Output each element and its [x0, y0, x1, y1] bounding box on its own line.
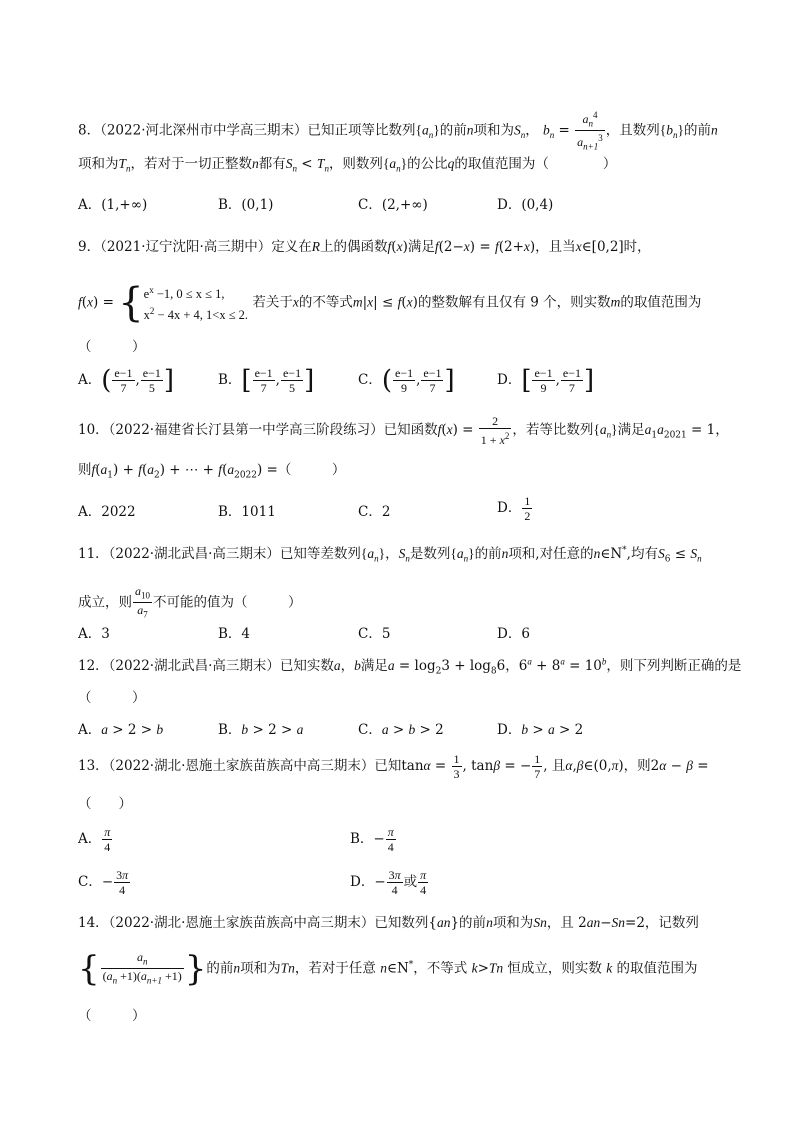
question-9-line-1: 9．（2021·辽宁沈阳·高三期中）定义在R上的偶函数f(x)满足f(2−x) = f(2+x)，且当x∈[0,2]时， — [78, 239, 651, 255]
question-13-line-2: （ ） — [78, 796, 132, 812]
option-b: B．− $\frac{\pi}{4}$ — [350, 825, 394, 854]
question-10-line-2: 则$f(a_1) + f(a_2)$ + ⋯ + $f(a_{2022})$ =（ ） — [78, 462, 346, 481]
question-10-line-1: 10．（2022·福建省长汀县第一中学高三阶段练习）已知函数f(x) = $\frac{2}{1 + x^2}$ ，若等比数列$\{a_n\}$满足$a_1a_{2021} = 1$， — [78, 414, 729, 447]
question-12-line-1: 12．（2022·湖北武昌·高三期末）已知实数a，b满足$a = \log_23 + \log_86$，$6^a + 8^a = 10^b$，则下列判断正确的是 — [78, 656, 742, 677]
option-b: B．1011 — [218, 504, 276, 520]
question-14-line-1: 14．（2022·湖北·恩施土家族苗族高中高三期末）已知数列{an}的前n项和为Sn，且 2an−Sn=2，记数列 — [78, 915, 699, 931]
option-a: A．a > 2 > b — [78, 722, 164, 738]
question-14-line-2: { $\frac{a_n}{(a_n +1)(a_{n+1} +1)}$ }的前n项和为Tn，若对于任意 n∈N*，不等式 k>Tn 恒成立，则实数 k 的取值范围为 — [78, 948, 698, 989]
option-a: A．(1,+∞) — [78, 197, 148, 213]
question-9-line-2: $f(x) = \{e^x -1$, 0 ≤ x ≤ 1, $x^2 - 4x + 4$, 1<x ≤ 2. 若关于x的不等式m|x| ≤ f(x)的整数解有且仅有 9 个，则实数m的取值范围为 — [78, 280, 702, 327]
question-12-line-2: （ ） — [78, 690, 146, 706]
question-11-line-2: 成立，则 $\frac{a_{10}}{a_7}$ 不可能的值为（ ） — [78, 584, 302, 620]
question-11-line-1: 11．（2022·湖北武昌·高三期末）已知等差数列$\{a_n\}$，$S_n$是数列$\{a_n\}$的前n项和,对任意的n∈N*,均有$S_6 \le S_n$ — [78, 545, 702, 565]
question-9-line-3: （ ） — [78, 339, 146, 355]
option-b: B．b > 2 > a — [218, 722, 304, 738]
option-d: D．− $\frac{3\pi}{4}$ 或 $\frac{\pi}{4}$ — [350, 868, 427, 897]
option-b: B．4 — [218, 626, 251, 642]
option-d: D．6 — [497, 626, 530, 642]
option-c: C．( $\frac{e-1}{9}$ , $\frac{e-1}{7}$ ] — [358, 365, 455, 396]
question-8-line-1: 8．（2022·河北深州市中学高三期末）已知正项等比数列$\{a_n\}$的前n项和为$S_n$， $b_n$ = $\frac{a_n^4}{a_{n+1}^3}$ ，且数列$\{b_n\}$的前n — [78, 110, 718, 152]
option-a: A．2022 — [78, 504, 136, 520]
option-d: D．[ $\frac{e-1}{9}$ , $\frac{e-1}{7}$ ] — [497, 365, 595, 396]
option-d: D．b > a > 2 — [497, 722, 584, 738]
question-8-line-2: 项和为$T_n$，若对于一切正整数n都有$S_n < T_n$，则数列$\{a_n\}$的公比q的取值范围为（ ） — [78, 156, 617, 174]
option-a: A．3 — [78, 626, 110, 642]
question-14-line-3: （ ） — [78, 1008, 146, 1024]
option-d: D． $\frac{1}{2}$ — [497, 494, 531, 523]
option-c: C．a > b > 2 — [358, 722, 444, 738]
option-a: A． $\frac{\pi}{4}$ — [78, 825, 111, 854]
option-a: A．( $\frac{e-1}{7}$ , $\frac{e-1}{5}$ ] — [78, 365, 175, 396]
option-d: D．(0,4) — [497, 197, 554, 213]
question-13-line-1: 13．（2022·湖北·恩施土家族苗族高中高三期末）已知tanα = $\frac{1}{3}$ , tanβ = − $\frac{1}{7}$ , 且α,β∈(0,π)，则2α − β = — [78, 752, 709, 781]
option-b: B．[ $\frac{e-1}{7}$ , $\frac{e-1}{5}$ ] — [218, 365, 315, 396]
option-c: C．(2,+∞) — [358, 197, 428, 213]
option-c: C．2 — [358, 504, 391, 520]
option-c: C．5 — [358, 626, 391, 642]
option-b: B．(0,1) — [218, 197, 274, 213]
option-c: C．− $\frac{3\pi}{4}$ — [78, 868, 129, 897]
